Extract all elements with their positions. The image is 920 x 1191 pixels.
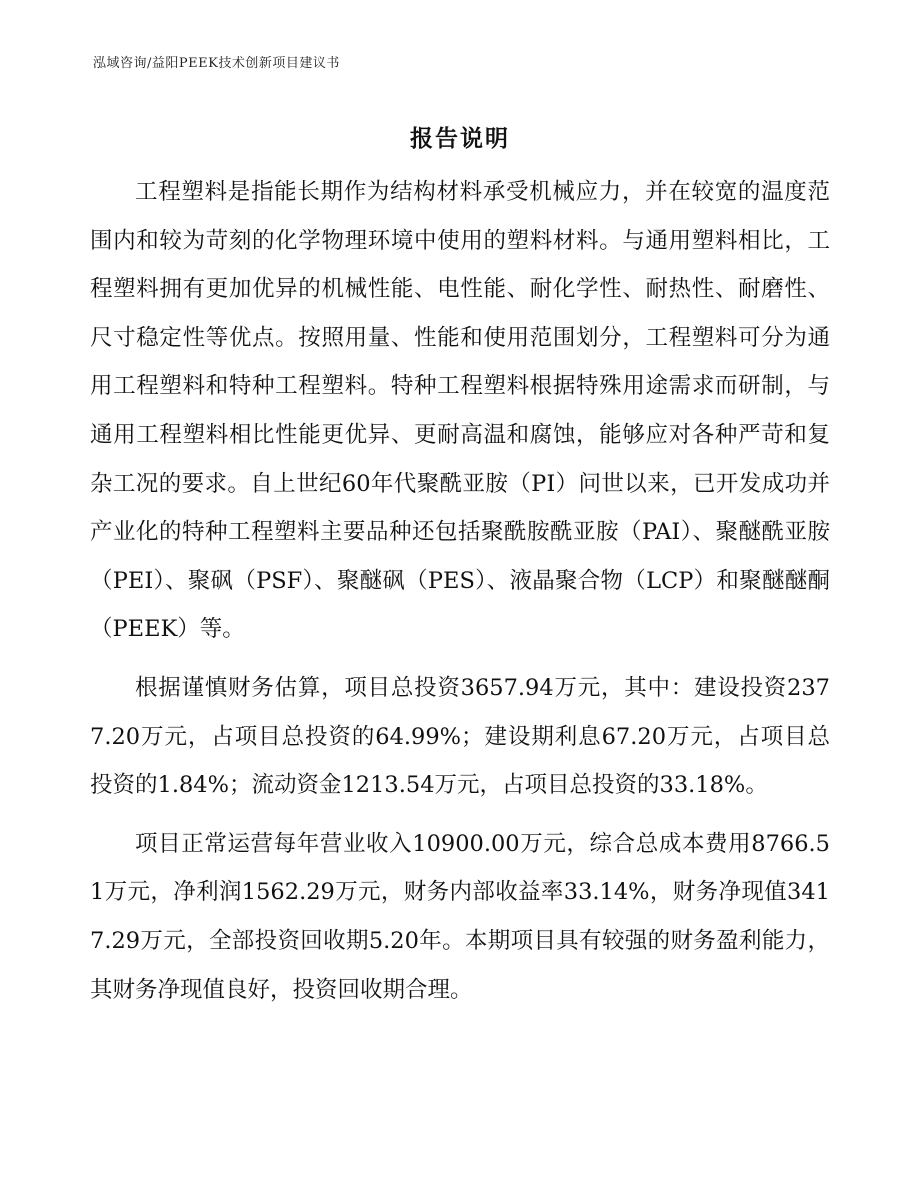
running-header: 泓域咨询/益阳PEEK技术创新项目建议书 — [93, 56, 340, 71]
paragraph-investment: 根据谨慎财务估算，项目总投资3657.94万元，其中：建设投资2377.20万元，占项目总投资的64.99%；建设期利息67.20万元，占项目总投资的1.84%；流动资金1213.54万元，占项目总投资的33.18%。 — [90, 674, 830, 799]
page-title: 报告说明 — [410, 125, 510, 152]
document-body — [90, 168, 830, 1014]
paragraph-financials: 项目正常运营每年营业收入10900.00万元，综合总成本费用8766.51万元，净利润1562.29万元，财务内部收益率33.14%，财务净现值3417.29万元，全部投资回收期5.20年。本期项目具有较强的财务盈利能力，其财务净现值良好，投资回收期合理。 — [90, 830, 830, 1003]
paragraph-intro: 工程塑料是指能长期作为结构材料承受机械应力，并在较宽的温度范围内和较为苛刻的化学物理环境中使用的塑料材料。与通用塑料相比，工程塑料拥有更加优异的机械性能、电性能、耐化学性、耐热性、耐磨性、尺寸稳定性等优点。按照用量、性能和使用范围划分，工程塑料可分为通用工程塑料和特种工程塑料。特种工程塑料根据特殊用途需求而研制，与通用工程塑料相比性能更优异、更耐高温和腐蚀，能够应对各种严苛和复杂工况的要求。自上世纪60年代聚酰亚胺（PI）问世以来，已开发成功并产业化的特种工程塑料主要品种还包括聚酰胺酰亚胺（PAI）、聚醚酰亚胺（PEI）、聚砜（PSF）、聚醚砜（PES）、液晶聚合物（LCP）和聚醚醚酮（PEEK）等。 — [90, 179, 830, 643]
